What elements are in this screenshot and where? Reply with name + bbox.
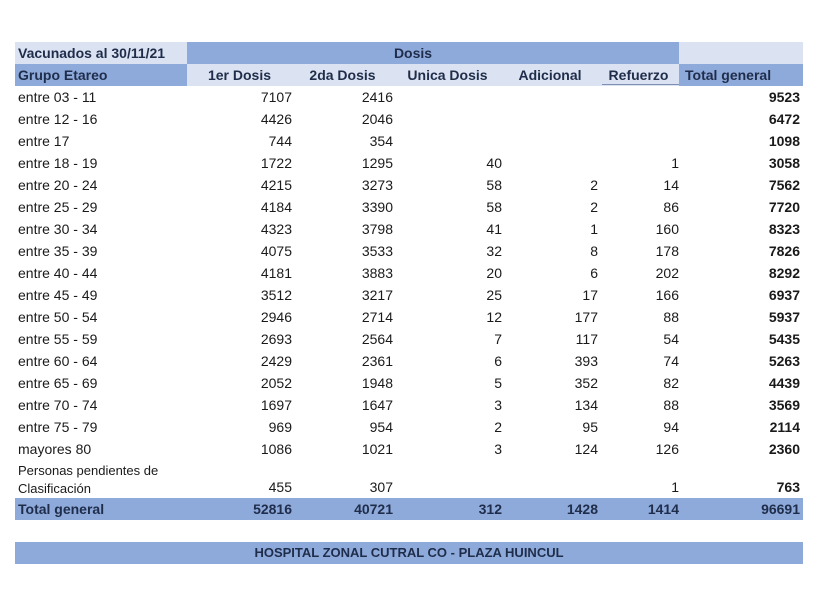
row-group: entre 35 - 39	[18, 243, 98, 259]
cell-total: 7826	[768, 243, 800, 259]
cell-unica: 40	[486, 155, 502, 171]
table-row	[15, 130, 803, 152]
cell-adicional: 17	[582, 287, 598, 303]
cell-1er: 1086	[260, 441, 292, 457]
cell-unica	[393, 130, 502, 152]
cell-unica: 25	[486, 287, 502, 303]
cell-1er: 1722	[260, 155, 292, 171]
table-row	[15, 350, 803, 372]
cell-adicional: 393	[574, 353, 598, 369]
cell-2da: 307	[369, 479, 393, 495]
cell-total: 3058	[768, 155, 800, 171]
table-row	[15, 174, 803, 196]
cell-adicional: 117	[575, 331, 598, 347]
cell-adicional	[502, 108, 598, 130]
cell-refuerzo	[598, 86, 679, 108]
row-group: Total general	[18, 501, 105, 517]
table-row	[15, 438, 803, 460]
cell-refuerzo: 54	[663, 331, 679, 347]
cell-refuerzo: 1	[671, 155, 679, 171]
table-row	[15, 152, 803, 174]
cell-refuerzo	[598, 130, 679, 152]
row-group: entre 70 - 74	[18, 397, 98, 413]
cell-total: 5937	[768, 309, 800, 325]
cell-total: 7562	[768, 177, 800, 193]
cell-adicional: 124	[574, 441, 598, 457]
cell-unica	[393, 86, 502, 108]
cell-total: 5263	[768, 353, 800, 369]
cell-unica: 12	[486, 309, 502, 325]
cell-adicional: 6	[590, 265, 598, 281]
cell-adicional	[502, 86, 598, 108]
cell-total: 96691	[761, 501, 800, 517]
cell-total: 2114	[769, 419, 800, 435]
cell-unica: 7	[494, 331, 502, 347]
cell-2da: 3798	[361, 221, 393, 237]
cell-2da: 1295	[361, 155, 393, 171]
cell-refuerzo: 74	[663, 353, 679, 369]
cell-refuerzo: 202	[655, 265, 679, 281]
cell-2da: 2714	[361, 309, 393, 325]
cell-2da: 954	[369, 419, 393, 435]
col-header-adicional: Adicional	[518, 67, 582, 83]
cell-adicional: 352	[574, 375, 598, 391]
cell-refuerzo: 126	[655, 441, 679, 457]
row-group: mayores 80	[18, 441, 92, 457]
cell-2da: 1021	[361, 441, 393, 457]
cell-total: 7720	[768, 199, 800, 215]
cell-refuerzo: 1414	[647, 501, 679, 517]
cell-1er: 4426	[260, 111, 292, 127]
row-group: entre 18 - 19	[18, 155, 98, 171]
cell-unica: 41	[486, 221, 502, 237]
cell-1er: 2052	[260, 375, 292, 391]
cell-2da: 3217	[361, 287, 393, 303]
cell-1er: 52816	[253, 501, 292, 517]
cell-refuerzo: 166	[655, 287, 679, 303]
table-row	[15, 218, 803, 240]
table-row-total	[15, 498, 803, 520]
cell-1er: 4181	[260, 265, 292, 281]
cell-2da: 354	[369, 133, 393, 149]
row-group: entre 60 - 64	[18, 353, 98, 369]
row-group: entre 45 - 49	[18, 287, 98, 303]
row-group: entre 55 - 59	[18, 331, 98, 347]
cell-refuerzo: 94	[663, 419, 679, 435]
cell-adicional: 177	[574, 309, 598, 325]
col-header-2da: 2da Dosis	[309, 67, 376, 83]
table-row	[15, 416, 803, 438]
cell-refuerzo: 178	[655, 243, 679, 259]
cell-unica	[393, 108, 502, 130]
cell-adicional	[502, 130, 598, 152]
table-row	[15, 108, 803, 130]
cell-refuerzo: 14	[663, 177, 679, 193]
cell-2da: 1647	[361, 397, 393, 413]
total-header-spacer	[679, 42, 803, 64]
cell-total: 4439	[768, 375, 800, 391]
cell-2da: 3273	[361, 177, 393, 193]
cell-2da: 2361	[361, 353, 393, 369]
table-row	[15, 372, 803, 394]
cell-1er: 4323	[260, 221, 292, 237]
cell-adicional: 1428	[566, 501, 598, 517]
cell-adicional: 2	[590, 177, 598, 193]
header-row-columns	[15, 64, 803, 86]
cell-total: 5435	[768, 331, 800, 347]
cell-adicional: 2	[590, 199, 598, 215]
cell-unica	[393, 476, 502, 498]
col-header-unica: Unica Dosis	[407, 67, 488, 83]
table-row	[15, 196, 803, 218]
cell-1er: 969	[268, 419, 292, 435]
cell-unica: 58	[486, 177, 502, 193]
vaccination-table	[15, 42, 803, 520]
cell-refuerzo: 88	[663, 397, 679, 413]
cell-2da: 2046	[361, 111, 393, 127]
cell-refuerzo: 160	[655, 221, 679, 237]
cell-1er: 7107	[260, 89, 292, 105]
cell-unica: 2	[494, 419, 502, 435]
row-group: entre 12 - 16	[18, 111, 98, 127]
cell-adicional: 8	[590, 243, 598, 259]
cell-1er: 2693	[260, 331, 292, 347]
row-group: entre 75 - 79	[18, 419, 98, 435]
table-row	[15, 306, 803, 328]
table-row-pending	[15, 460, 803, 498]
col-header-total: Total general	[685, 67, 772, 83]
cell-unica: 3	[494, 441, 502, 457]
cell-total: 9523	[768, 89, 800, 105]
cell-2da: 3390	[361, 199, 393, 215]
cell-refuerzo: 1	[671, 479, 679, 495]
row-group: entre 50 - 54	[18, 309, 98, 325]
cell-1er: 2429	[260, 353, 292, 369]
table-row	[15, 284, 803, 306]
cell-unica: 6	[494, 353, 502, 369]
table-row	[15, 328, 803, 350]
cell-total: 6937	[768, 287, 800, 303]
col-header-refuerzo: Refuerzo	[608, 67, 669, 83]
cell-refuerzo: 82	[663, 375, 679, 391]
cell-1er: 4184	[260, 199, 292, 215]
row-group: entre 25 - 29	[18, 199, 98, 215]
cell-1er: 455	[268, 479, 292, 495]
cell-1er: 3512	[260, 287, 292, 303]
cell-refuerzo: 88	[663, 309, 679, 325]
cell-refuerzo: 86	[663, 199, 679, 215]
cell-refuerzo	[598, 108, 679, 130]
cell-total: 8323	[768, 221, 800, 237]
cell-total: 763	[776, 479, 800, 495]
cell-total: 6472	[768, 111, 800, 127]
cell-unica: 312	[478, 501, 502, 517]
cell-adicional	[502, 152, 598, 174]
cell-2da: 2564	[361, 331, 393, 347]
cell-total: 8292	[768, 265, 800, 281]
cell-adicional: 134	[574, 397, 598, 413]
row-group: entre 40 - 44	[18, 265, 98, 281]
cell-2da: 3883	[361, 265, 393, 281]
cell-total: 3569	[768, 397, 800, 413]
cell-2da: 1948	[361, 375, 393, 391]
cell-unica: 32	[486, 243, 502, 259]
cell-2da: 40721	[354, 501, 393, 517]
cell-2da: 2416	[361, 89, 393, 105]
row-group: entre 30 - 34	[18, 221, 98, 237]
table-row	[15, 394, 803, 416]
row-group: entre 20 - 24	[18, 177, 98, 193]
cell-adicional: 95	[582, 419, 598, 435]
refuerzo-filter-underline	[602, 84, 679, 85]
cell-1er: 1697	[260, 397, 292, 413]
cell-adicional: 1	[590, 221, 598, 237]
row-group: entre 03 - 11	[18, 89, 97, 105]
cell-1er: 4215	[260, 177, 292, 193]
table-row	[15, 86, 803, 108]
cell-2da: 3533	[361, 243, 393, 259]
cell-1er: 2946	[260, 309, 292, 325]
col-header-1er: 1er Dosis	[207, 67, 272, 83]
row-group: Personas pendientes de Clasificación	[18, 463, 159, 496]
header-row-title	[15, 42, 803, 64]
table-title: Vacunados al 30/11/21	[15, 42, 187, 64]
row-group: entre 65 - 69	[18, 375, 98, 391]
cell-1er: 4075	[260, 243, 292, 259]
col-header-grupo: Grupo Etareo	[15, 64, 187, 86]
cell-unica: 5	[494, 375, 502, 391]
dosis-group-header: Dosis	[393, 45, 433, 61]
cell-adicional	[502, 476, 598, 498]
hospital-footer-banner: HOSPITAL ZONAL CUTRAL CO - PLAZA HUINCUL	[15, 542, 803, 564]
cell-unica: 3	[494, 397, 502, 413]
cell-unica: 20	[486, 265, 502, 281]
row-group: entre 17	[18, 133, 70, 149]
cell-1er: 744	[268, 133, 292, 149]
cell-total: 1098	[768, 133, 800, 149]
table-row	[15, 262, 803, 284]
cell-total: 2360	[768, 441, 800, 457]
table-row	[15, 240, 803, 262]
cell-unica: 58	[486, 199, 502, 215]
